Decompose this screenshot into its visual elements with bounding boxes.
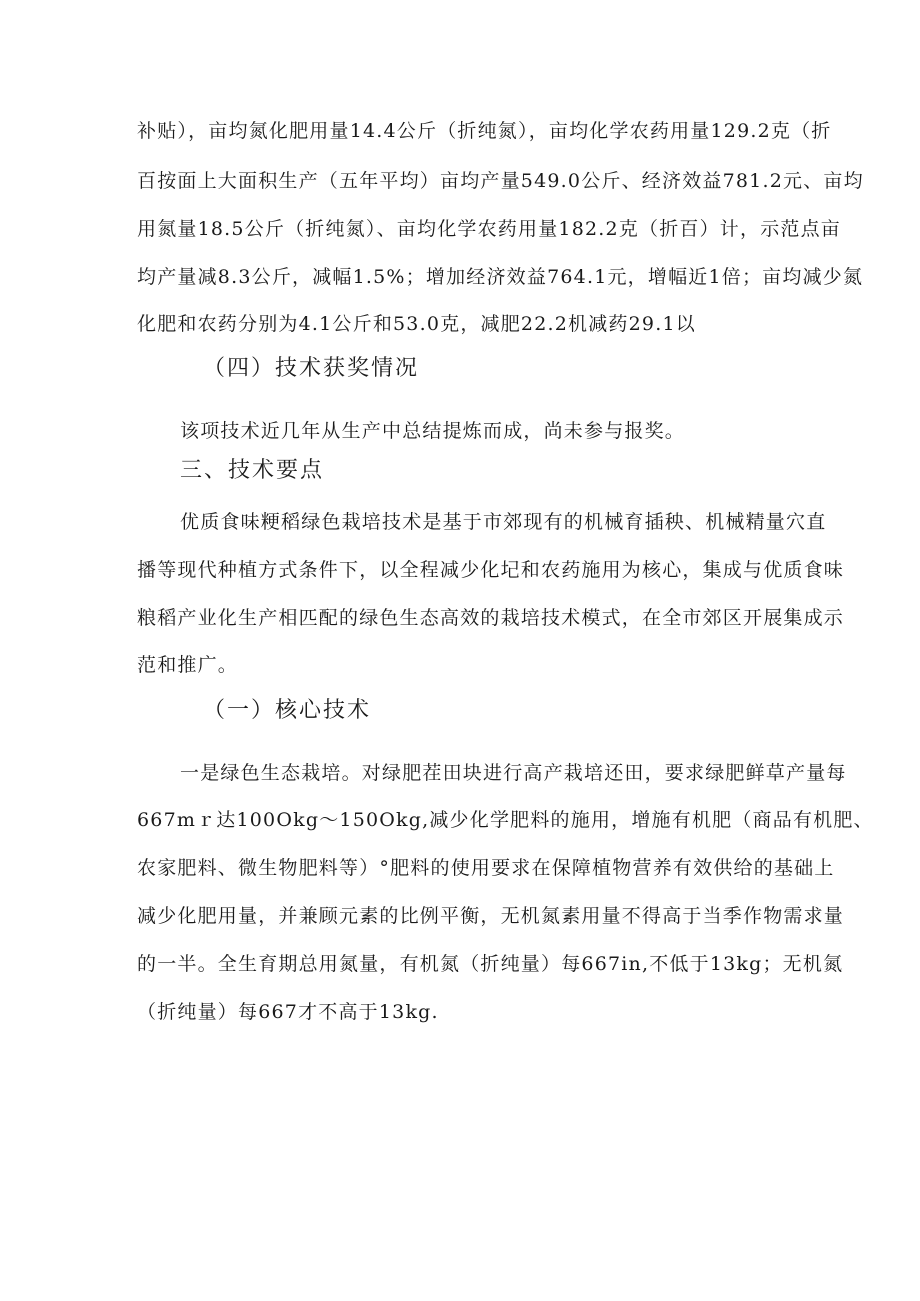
para3-line-6: （折纯量）每667才不高于13kg. xyxy=(137,1001,439,1023)
para1-line-5: 化肥和农药分别为4.1公斤和53.0克，减肥22.2机减药29.1以 xyxy=(137,313,696,335)
para2-line-3: 粮稻产业化生产相匹配的绿色生态高效的栽培技术模式，在全市郊区开展集成示 xyxy=(137,607,845,629)
para1-line-4: 均产量减8.3公斤，减幅1.5%；增加经济效益764.1元，增幅近1倍；亩均减少氮 xyxy=(137,266,864,288)
para2-line-1: 优质食味粳稻绿色栽培技术是基于市郊现有的机械育插秧、机械精量穴直 xyxy=(180,511,827,533)
para1-line-2: 百按面上大面积生产（五年平均）亩均产量549.0公斤、经济效益781.2元、亩均 xyxy=(137,170,864,192)
para3-line-1: 一是绿色生态栽培。对绿肥茬田块进行高产栽培还田，要求绿肥鲜草产量每 xyxy=(180,762,847,784)
para3-line-4: 减少化肥用量，并兼顾元素的比例平衡，无机氮素用量不得高于当季作物需求量 xyxy=(137,905,845,927)
para2-line-2: 播等现代种植方式条件下，以全程减少化圮和农药施用为核心，集成与优质食味 xyxy=(137,559,845,581)
para1-line-3: 用氮量18.5公斤（折纯氮）、亩均化学农药用量182.2克（折百）计，示范点亩 xyxy=(137,218,841,240)
heading-awards: （四）技术获奖情况 xyxy=(203,356,420,381)
para1-line-1: 补贴），亩均氮化肥用量14.4公斤（折纯氮），亩均化学农药用量129.2克（折 xyxy=(137,120,832,142)
heading-core-tech: （一）核心技术 xyxy=(203,698,372,723)
para3-line-5: 的一半。全生育期总用氮量，有机氮（折纯量）每667in,不低于13kg；无机氮 xyxy=(137,953,844,975)
section-three-heading: 三、技术要点 xyxy=(180,458,325,483)
para2-line-4: 范和推广。 xyxy=(137,654,239,676)
para3-line-3: 农家肥料、微生物肥料等）°肥料的使用要求在保障植物营养有效供给的基础上 xyxy=(137,857,835,879)
para3-line-2: 667mｒ达100Okg～150Okg,减少化学肥料的施用，增施有机肥（商品有机肥、 xyxy=(137,809,874,831)
awards-text: 该项技术近几年从生产中总结提炼而成，尚未参与报奖。 xyxy=(180,420,686,442)
